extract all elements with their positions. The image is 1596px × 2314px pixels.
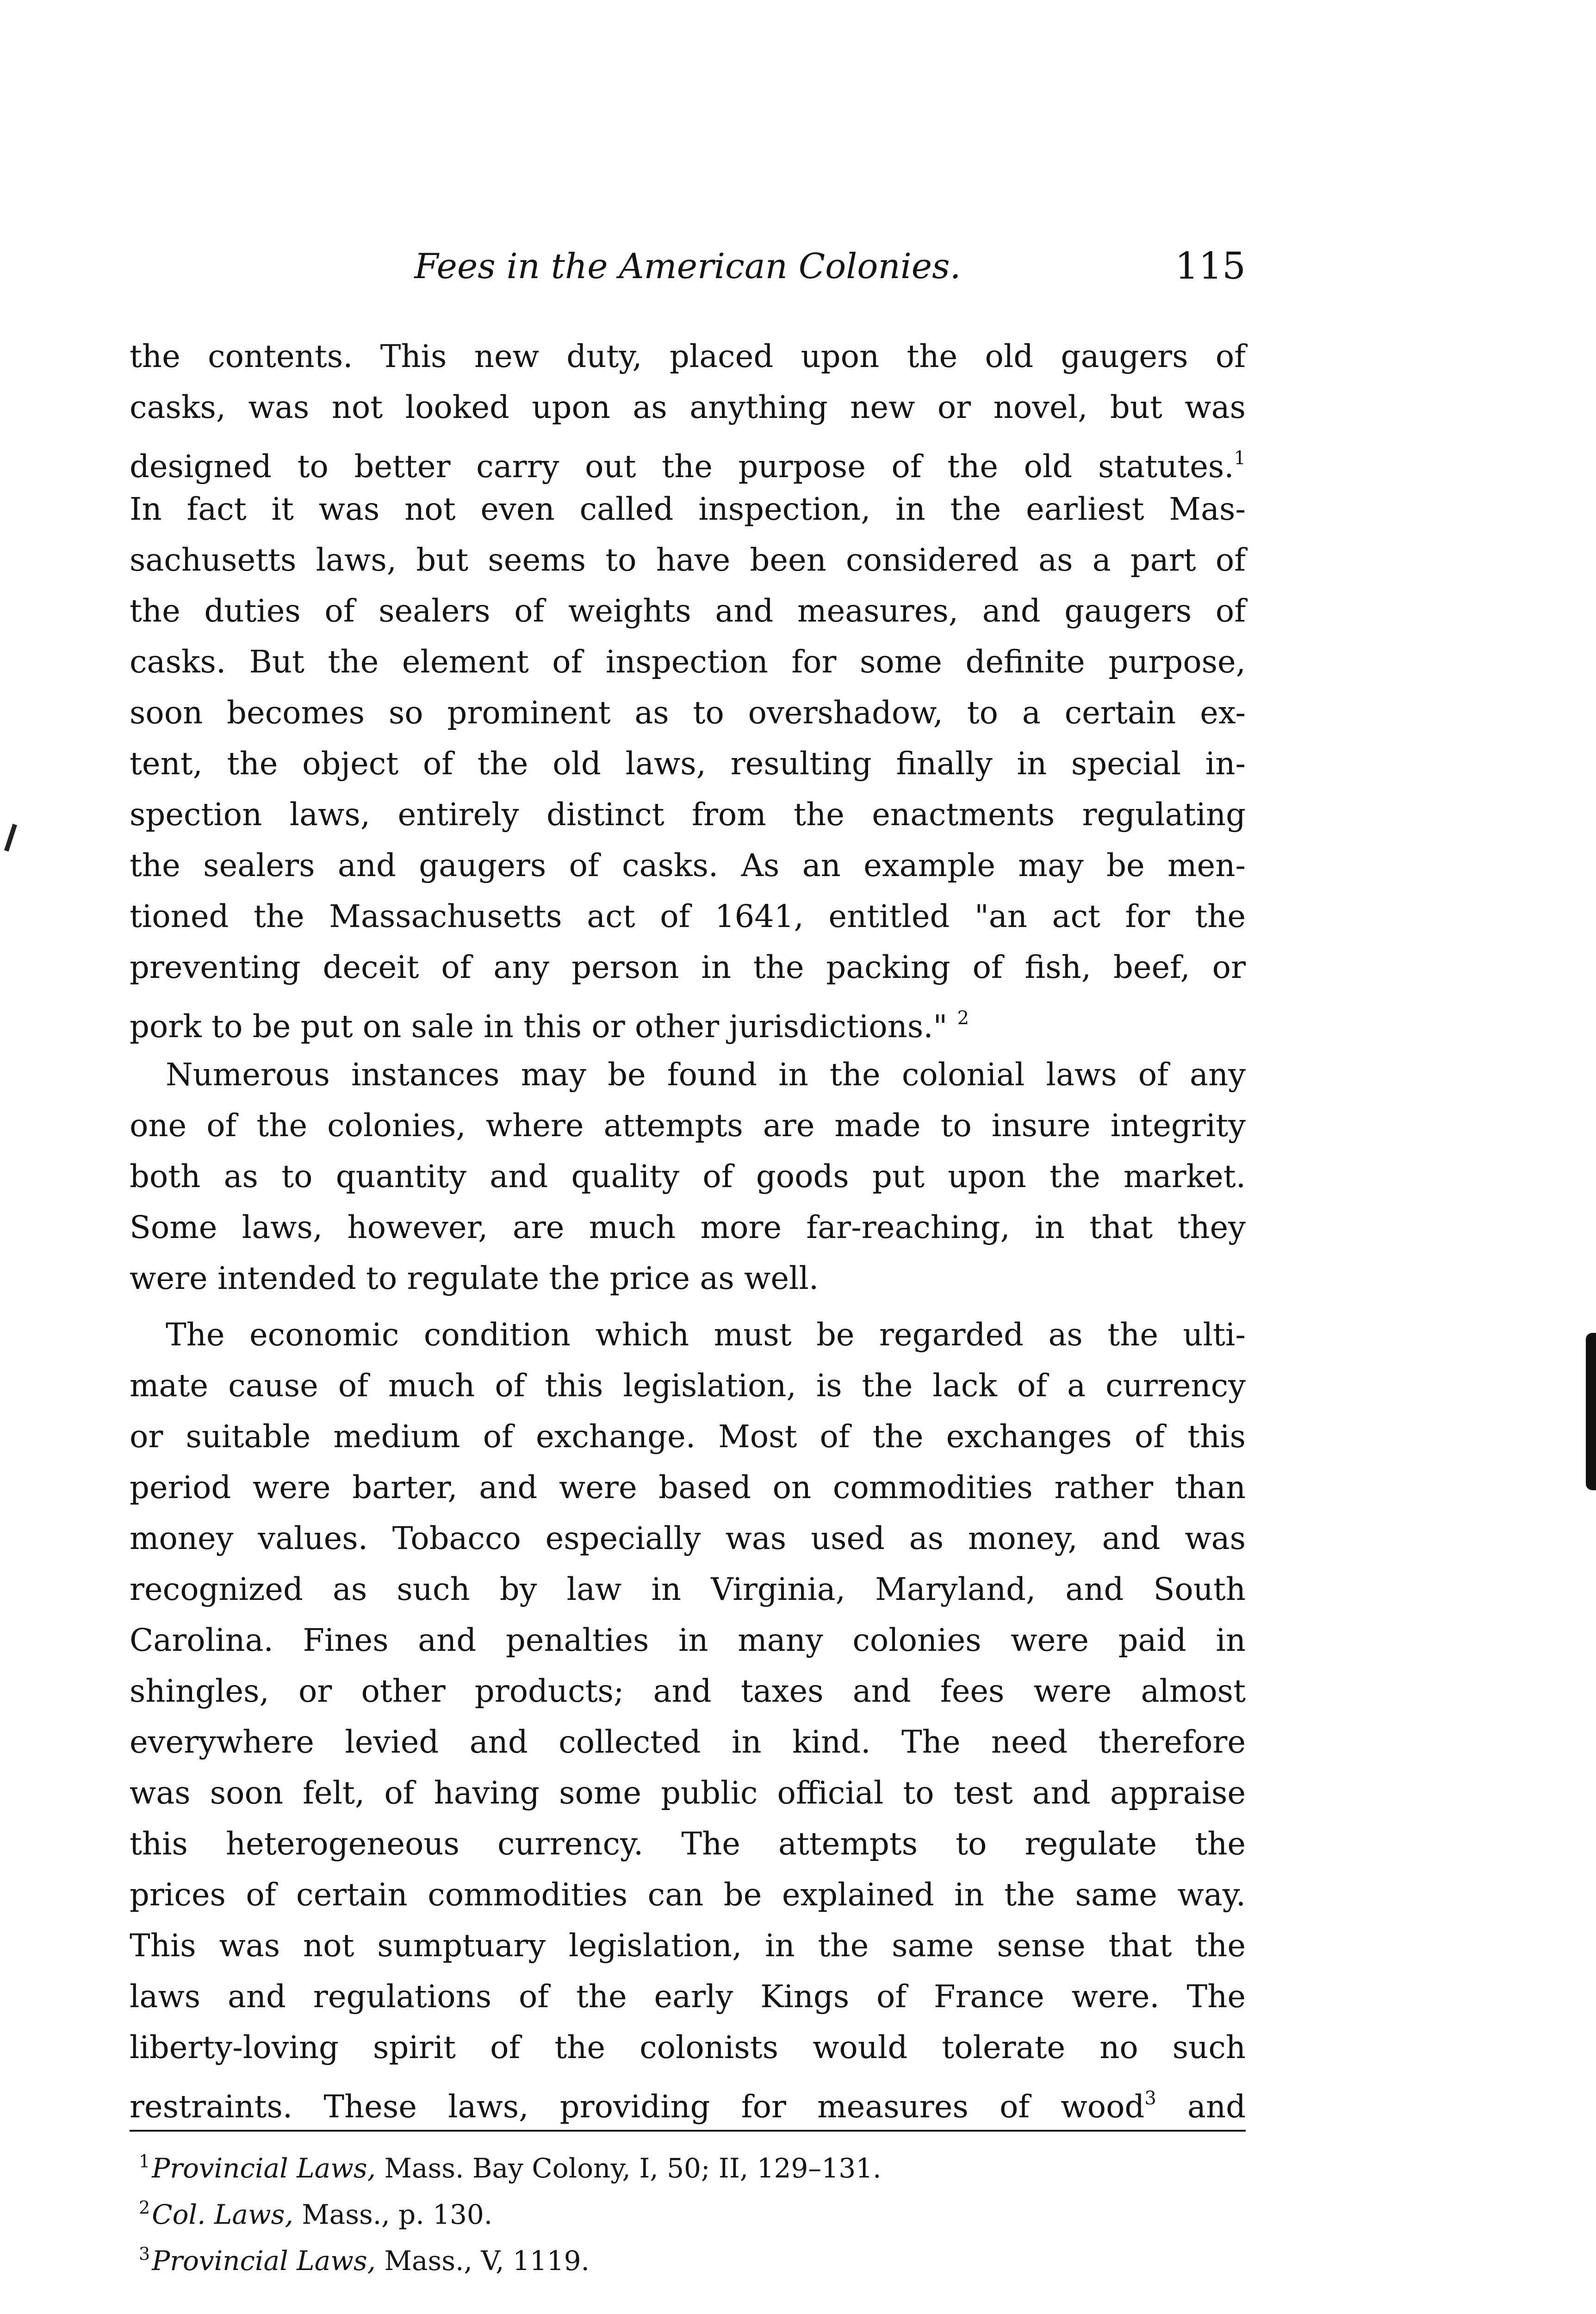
margin-mark: [4, 824, 17, 852]
running-header: [130, 238, 1246, 294]
text-line: preventing deceit of any person in the packing of fish, beef, or: [130, 949, 1246, 985]
body-text: [130, 331, 1246, 2124]
footnote-marker: 1: [139, 2151, 150, 2171]
footnote-ref: 2: [957, 1008, 969, 1029]
text-line: tent, the object of the old laws, resulting finally in special in-: [130, 746, 1246, 782]
text-line: was soon felt, of having some public official to test and appraise: [130, 1775, 1246, 1811]
text-line: casks, was not looked upon as anything new or novel, but was: [130, 389, 1246, 425]
text-line: the duties of sealers of weights and measures, and gaugers of: [130, 593, 1246, 629]
text-line-content: designed to better carry out the purpose of the old statutes.: [130, 448, 1234, 485]
text-line: one of the colonies, where attempts are made to insure integrity: [130, 1107, 1246, 1144]
text-line: Numerous instances may be found in the colonial laws of any: [166, 1057, 1246, 1093]
text-line: mate cause of much of this legislation, is the lack of a currency: [130, 1368, 1246, 1404]
text-line: Some laws, however, are much more far-reaching, in that they: [130, 1209, 1246, 1245]
footnote-text: Mass. Bay Colony, I, 50; II, 129–131.: [376, 2152, 882, 2184]
text-line: [130, 433, 1246, 484]
text-line-content: pork to be put on sale in this or other jurisdictions.": [130, 1008, 948, 1045]
footnote: [139, 2138, 1246, 2184]
page-number: 115: [1175, 244, 1246, 287]
text-line: shingles, or other products; and taxes and fees were almost: [130, 1673, 1246, 1709]
text-line: the contents. This new duty, placed upon the old gaugers of: [130, 338, 1246, 374]
text-line: money values. Tobacco especially was used as money, and was: [130, 1520, 1246, 1556]
text-line: The economic condition which must be regarded as the ulti-: [166, 1317, 1246, 1353]
footnote: [139, 2184, 1246, 2231]
text-line: [130, 993, 1246, 1044]
footnote-ref: 1: [1234, 448, 1246, 469]
footnote-work: Provincial Laws,: [152, 2152, 376, 2184]
footnote-text: Mass., V, 1119.: [376, 2245, 590, 2277]
text-line: were intended to regulate the price as well.: [130, 1260, 819, 1296]
binding-shadow: [1586, 1333, 1596, 1490]
text-line: In fact it was not even called inspection, in the earliest Mas-: [130, 491, 1246, 527]
footnote-text: Mass., p. 130.: [293, 2199, 493, 2230]
text-line: laws and regulations of the early Kings of France were. The: [130, 1978, 1246, 2015]
footnotes: [139, 2138, 1246, 2277]
text-line: This was not sumptuary legislation, in the same sense that the: [130, 1928, 1246, 1964]
footnote-work: Col. Laws,: [152, 2199, 293, 2230]
footnote-marker: 3: [139, 2244, 150, 2264]
text-line-content: and: [1187, 2089, 1246, 2125]
text-line: tioned the Massachusetts act of 1641, entitled "an act for the: [130, 898, 1246, 934]
text-line: this heterogeneous currency. The attempts to regulate the: [130, 1826, 1246, 1862]
text-line: Carolina. Fines and penalties in many colonies were paid in: [130, 1622, 1246, 1658]
text-line: or suitable medium of exchange. Most of the exchanges of this: [130, 1418, 1246, 1455]
text-line: prices of certain commodities can be explained in the same way.: [130, 1877, 1246, 1913]
text-line: everywhere levied and collected in kind. The need therefore: [130, 1724, 1246, 1760]
text-line: soon becomes so prominent as to overshadow, to a certain ex-: [130, 695, 1246, 731]
footnote: [139, 2231, 1246, 2277]
text-line: period were barter, and were based on commodities rather than: [130, 1469, 1246, 1505]
footnote-rule: [130, 2130, 1246, 2132]
text-line: spection laws, entirely distinct from the enactments regulating: [130, 796, 1246, 833]
running-title: Fees in the American Colonies.: [414, 246, 961, 286]
footnote-marker: 2: [139, 2197, 150, 2218]
text-line: liberty-loving spirit of the colonists would tolerate no such: [130, 2029, 1246, 2065]
footnote-work: Provincial Laws,: [152, 2245, 376, 2277]
text-line: the sealers and gaugers of casks. As an example may be men-: [130, 847, 1246, 883]
text-line: recognized as such by law in Virginia, Maryland, and South: [130, 1571, 1246, 1607]
text-line: sachusetts laws, but seems to have been considered as a part of: [130, 542, 1246, 578]
text-line-content: restraints. These laws, providing for measures of wood: [130, 2089, 1145, 2125]
text-line: casks. But the element of inspection for some definite purpose,: [130, 644, 1246, 680]
text-line: both as to quantity and quality of goods put upon the market.: [130, 1158, 1246, 1194]
footnote-ref: 3: [1144, 2088, 1156, 2109]
text-line: [130, 2073, 1246, 2124]
